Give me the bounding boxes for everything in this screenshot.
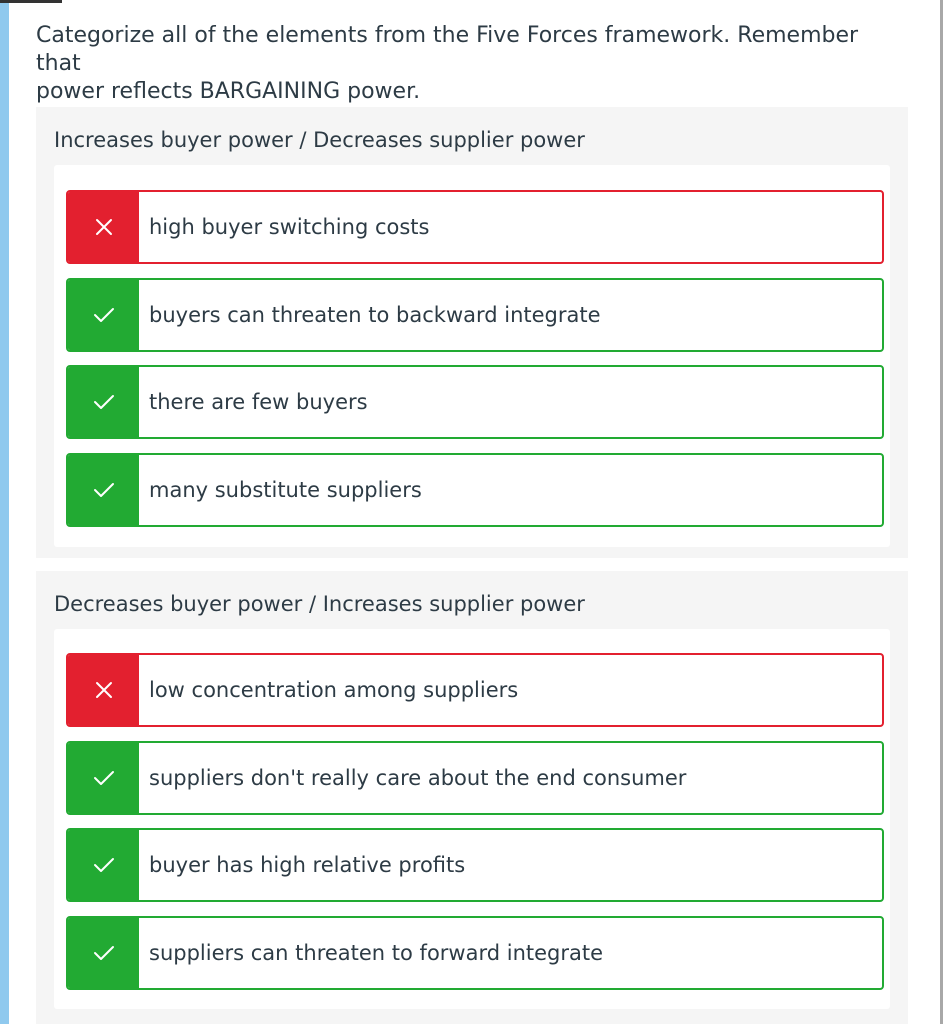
question-prompt-line-2: power reflects BARGAINING power. <box>36 79 421 104</box>
answer-item[interactable] <box>66 741 884 815</box>
incorrect-x-icon <box>68 192 139 262</box>
answer-item[interactable] <box>66 365 884 439</box>
answer-item-label: buyers can threaten to backward integrate <box>149 303 601 327</box>
category-increases-buyer-power <box>36 107 908 558</box>
answer-item[interactable] <box>66 453 884 527</box>
category-title: Decreases buyer power / Increases supplier power <box>54 592 585 616</box>
answer-item-label: suppliers can threaten to forward integrate <box>149 941 604 965</box>
category-drop-zone[interactable] <box>54 165 890 547</box>
answer-item[interactable] <box>66 653 884 727</box>
left-accent-bar <box>0 0 9 1024</box>
incorrect-x-icon <box>68 655 139 725</box>
answer-item-label: there are few buyers <box>149 390 368 414</box>
answer-item[interactable] <box>66 278 884 352</box>
top-accent-line <box>0 0 62 3</box>
answer-item-label: low concentration among suppliers <box>149 678 519 702</box>
category-drop-zone[interactable] <box>54 629 890 1009</box>
correct-check-icon <box>68 455 139 525</box>
correct-check-icon <box>68 280 139 350</box>
category-title: Increases buyer power / Decreases supplier power <box>54 128 585 152</box>
correct-check-icon <box>68 743 139 813</box>
correct-check-icon <box>68 918 139 988</box>
correct-check-icon <box>68 830 139 900</box>
answer-item-label: suppliers don't really care about the end consumer <box>149 766 687 790</box>
answer-item-label: high buyer switching costs <box>149 215 430 239</box>
answer-item-label: buyer has high relative profits <box>149 853 466 877</box>
question-prompt-line-1: Categorize all of the elements from the Five Forces framework. Remember that <box>36 23 859 76</box>
answer-item[interactable] <box>66 190 884 264</box>
answer-item[interactable] <box>66 916 884 990</box>
answer-item[interactable] <box>66 828 884 902</box>
question-prompt <box>36 22 896 106</box>
answer-item-label: many substitute suppliers <box>149 478 422 502</box>
category-decreases-buyer-power <box>36 571 908 1024</box>
correct-check-icon <box>68 367 139 437</box>
